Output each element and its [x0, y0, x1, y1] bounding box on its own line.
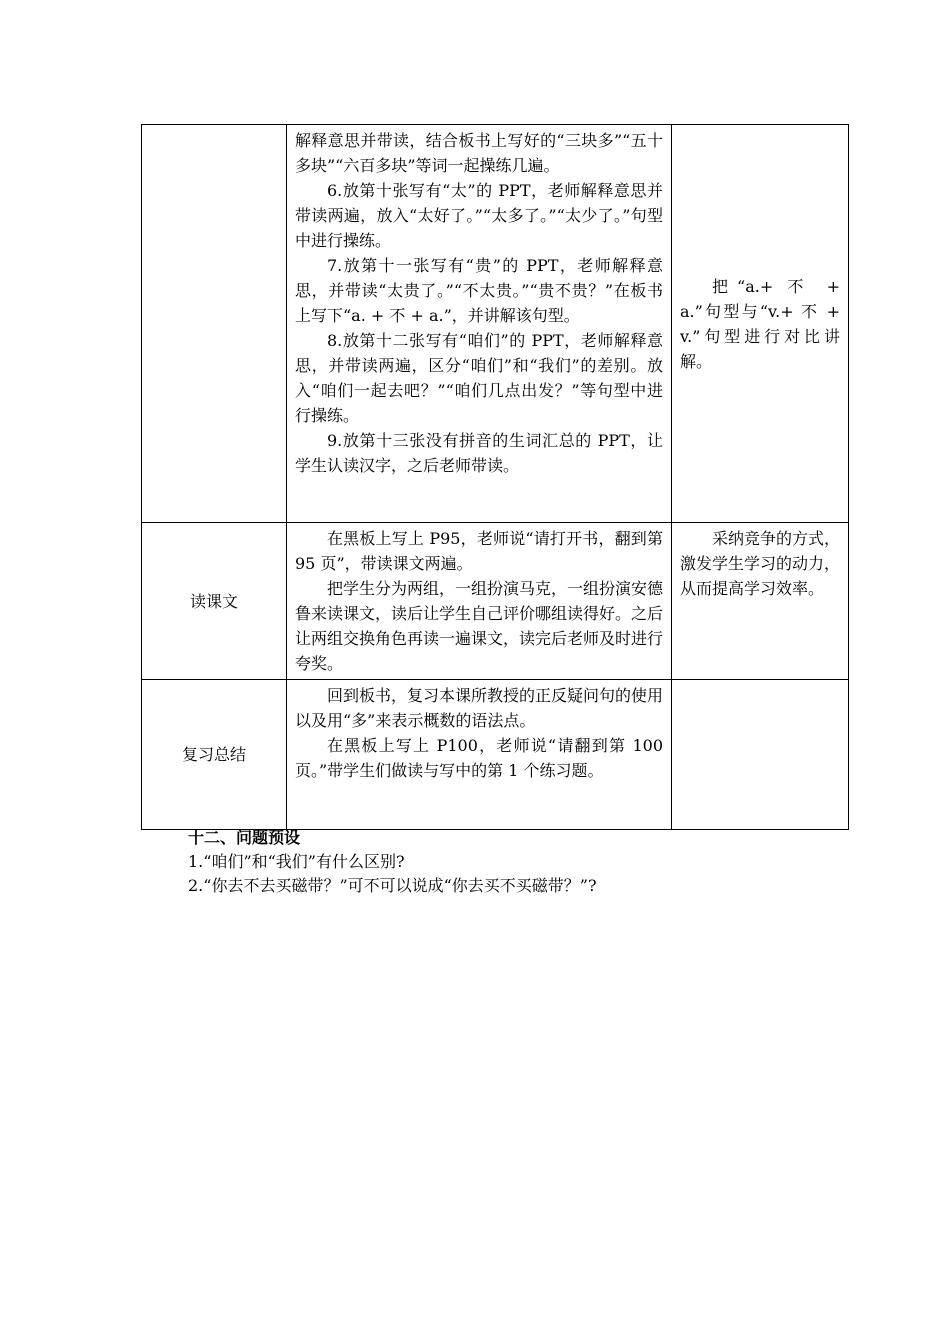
design-note-cell — [672, 680, 849, 830]
row-label: 复习总结 — [142, 680, 287, 830]
table-row — [142, 680, 849, 830]
design-note: 把“a.+ 不 + a.”句型与“v.+ 不 +v.”句型进行对比讲解。 — [680, 276, 840, 371]
problem-preset-section — [188, 826, 828, 898]
procedure-paragraph: 9.放第十三张没有拼音的生词汇总的 PPT，让学生认读汉字，之后老师带读。 — [295, 431, 663, 475]
procedure-cell — [287, 125, 672, 523]
design-note-cell — [672, 523, 849, 680]
procedure-paragraph: 回到板书，复习本课所教授的正反疑问句的使用以及用“多”来表示概数的语法点。 — [295, 686, 664, 730]
procedure-cell — [287, 523, 672, 680]
row-label — [142, 125, 287, 523]
table-row — [142, 125, 849, 523]
procedure-paragraph: 6.放第十张写有“太”的 PPT，老师解释意思并带读两遍，放入“太好了。”“太多了。”“太少了。”句型中进行操练。 — [295, 181, 663, 250]
procedure-paragraph: 在黑板上写上 P95，老师说“请打开书，翻到第 95 页”，带读课文两遍。 — [295, 529, 663, 573]
design-note-cell — [672, 125, 849, 523]
procedure-paragraph: 把学生分为两组，一组扮演马克，一组扮演安德鲁来读课文，读后让学生自己评价哪组读得好。之后让两组交换角色再读一遍课文，读完后老师及时进行夸奖。 — [295, 579, 664, 673]
table-row — [142, 523, 849, 680]
procedure-paragraph: 8.放第十二张写有“咱们”的 PPT，老师解释意思，并带读两遍，区分“咱们”和“我们”的差别。放入“咱们一起去吧？”“咱们几点出发？”等句型中进行操练。 — [295, 331, 663, 425]
procedure-paragraph: 7.放第十一张写有“贵”的 PPT，老师解释意思，并带读“太贵了。”“不太贵。”“贵不贵？”在板书上写下“a. + 不 + a.”，并讲解该句型。 — [295, 256, 663, 325]
list-item: 1.“咱们”和“我们”有什么区别? — [188, 852, 405, 871]
procedure-cell — [287, 680, 672, 830]
section-title: 十二、问题预设 — [188, 828, 301, 847]
list-item: 2.“你去不去买磁带？”可不可以说成“你去买不买磁带？”? — [188, 876, 597, 895]
row-label: 读课文 — [142, 523, 287, 680]
procedure-paragraph: 在黑板上写上 P100，老师说“请翻到第 100 页。”带学生们做读与写中的第 1 个练习题。 — [295, 736, 663, 780]
design-note: 采纳竞争的方式，激发学生学习的动力，从而提高学习效率。 — [680, 529, 841, 598]
procedure-paragraph: 解释意思并带读，结合板书上写好的“三块多”“五十多块”“六百多块”等词一起操练几遍。 — [295, 131, 663, 175]
lesson-plan-table — [141, 124, 849, 830]
